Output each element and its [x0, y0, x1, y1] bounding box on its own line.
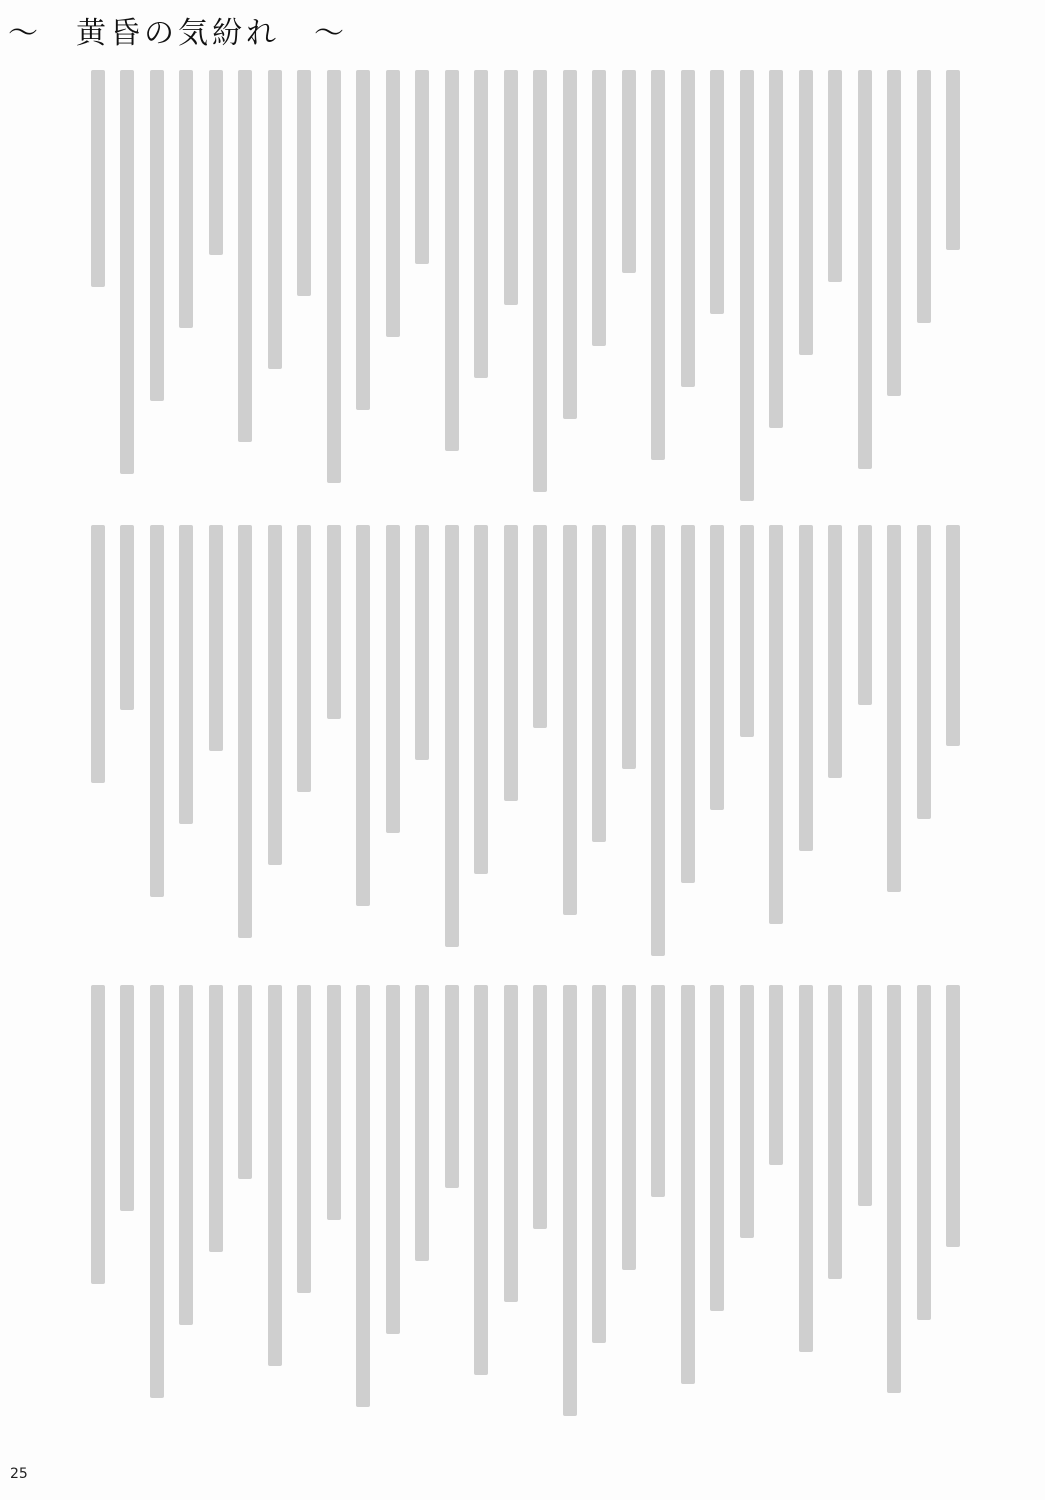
redacted-text-column: [297, 70, 311, 296]
redacted-text-column: [415, 985, 429, 1261]
redacted-text-column: [828, 985, 842, 1279]
redacted-text-column: [563, 525, 577, 915]
redacted-text-column: [592, 525, 606, 842]
redacted-text-column: [917, 525, 931, 819]
redacted-text-column: [209, 985, 223, 1252]
redacted-text-column: [887, 985, 901, 1393]
redacted-text-column: [799, 985, 813, 1352]
redacted-text-column: [209, 525, 223, 751]
redacted-text-column: [445, 70, 459, 451]
redacted-text-column: [356, 525, 370, 906]
redacted-text-column: [799, 525, 813, 851]
redacted-text-column: [386, 525, 400, 833]
redacted-text-column: [386, 70, 400, 337]
redacted-text-column: [710, 525, 724, 810]
redacted-text-column: [327, 985, 341, 1220]
redacted-text-column: [415, 525, 429, 760]
redacted-text-column: [327, 525, 341, 719]
redacted-text-column: [592, 70, 606, 346]
redacted-text-column: [887, 70, 901, 396]
redacted-text-column: [386, 985, 400, 1334]
redacted-text-column: [445, 525, 459, 947]
redacted-text-column: [356, 70, 370, 410]
page-number: 25: [10, 1466, 28, 1482]
redacted-text-column: [592, 985, 606, 1343]
redacted-text-column: [828, 70, 842, 282]
redacted-text-column: [120, 985, 134, 1211]
redacted-text-column: [769, 985, 783, 1165]
redacted-text-column: [415, 70, 429, 264]
redacted-text-column: [474, 70, 488, 378]
redacted-text-column: [179, 70, 193, 328]
redacted-text-column: [828, 525, 842, 778]
redacted-text-column: [268, 985, 282, 1366]
redacted-text-column: [474, 525, 488, 874]
redacted-text-column: [179, 985, 193, 1325]
redacted-text-column: [356, 985, 370, 1407]
redacted-text-column: [238, 70, 252, 442]
redacted-text-column: [533, 985, 547, 1229]
redacted-text-column: [740, 985, 754, 1238]
redacted-text-column: [91, 985, 105, 1284]
redacted-text-column: [740, 70, 754, 501]
redacted-text-column: [91, 525, 105, 783]
redacted-text-column: [504, 525, 518, 801]
redacted-text-column: [209, 70, 223, 255]
redacted-text-column: [327, 70, 341, 483]
redacted-text-column: [946, 525, 960, 746]
redacted-text-column: [858, 70, 872, 469]
redacted-text-column: [474, 985, 488, 1375]
redacted-text-column: [297, 985, 311, 1293]
redacted-text-column: [710, 985, 724, 1311]
redacted-text-column: [651, 525, 665, 956]
redacted-text-column: [858, 985, 872, 1206]
text-tier-top: [60, 70, 960, 510]
redacted-text-column: [268, 525, 282, 865]
redacted-text-column: [563, 70, 577, 419]
page-title: 〜 黄昏の気紛れ 〜: [8, 16, 348, 51]
redacted-text-column: [179, 525, 193, 824]
redacted-text-column: [91, 70, 105, 287]
redacted-text-column: [651, 985, 665, 1197]
redacted-text-column: [150, 985, 164, 1398]
redacted-text-column: [858, 525, 872, 705]
redacted-text-column: [769, 70, 783, 428]
text-tier-middle: [60, 525, 960, 965]
redacted-text-column: [533, 70, 547, 492]
redacted-text-column: [445, 985, 459, 1188]
redacted-text-column: [622, 985, 636, 1270]
redacted-text-column: [533, 525, 547, 728]
redacted-text-column: [710, 70, 724, 314]
redacted-text-column: [681, 985, 695, 1384]
redacted-text-column: [740, 525, 754, 737]
text-tier-bottom: [60, 985, 960, 1425]
redacted-text-column: [651, 70, 665, 460]
redacted-text-column: [120, 70, 134, 474]
redacted-text-column: [504, 70, 518, 305]
redacted-text-column: [946, 70, 960, 250]
redacted-text-column: [887, 525, 901, 892]
redacted-text-column: [238, 985, 252, 1179]
redacted-text-column: [268, 70, 282, 369]
redacted-text-column: [297, 525, 311, 792]
redacted-text-column: [917, 70, 931, 323]
redacted-text-column: [917, 985, 931, 1320]
redacted-text-column: [622, 525, 636, 769]
redacted-text-column: [681, 70, 695, 387]
redacted-text-column: [238, 525, 252, 938]
redacted-text-column: [622, 70, 636, 273]
redacted-text-column: [120, 525, 134, 710]
redacted-text-column: [150, 70, 164, 401]
redacted-text-column: [799, 70, 813, 355]
redacted-text-column: [504, 985, 518, 1302]
redacted-text-column: [563, 985, 577, 1416]
redacted-text-column: [946, 985, 960, 1247]
redacted-text-column: [769, 525, 783, 924]
redacted-text-column: [681, 525, 695, 883]
redacted-text-column: [150, 525, 164, 897]
